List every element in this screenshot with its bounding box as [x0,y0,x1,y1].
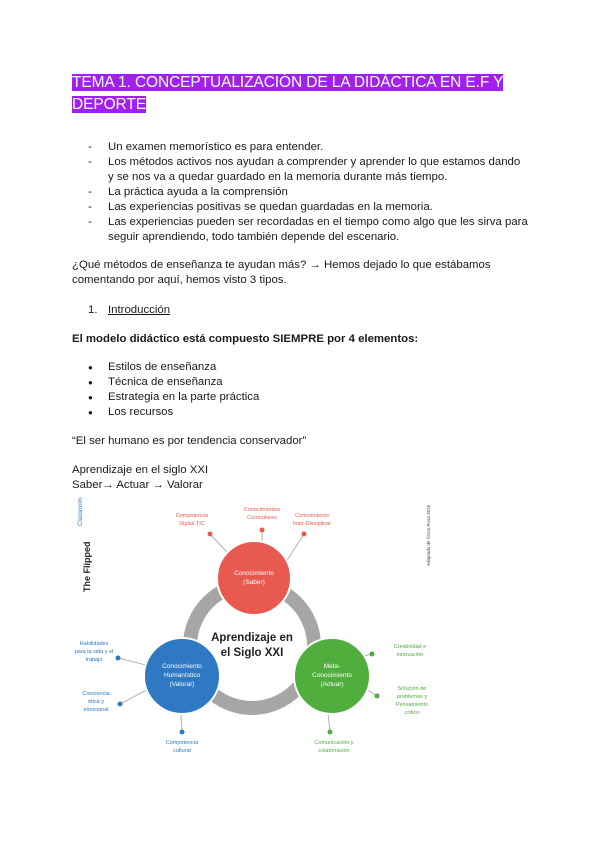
label-conc-1: Conciencia [82,691,110,697]
label-crea-2: innovación [396,652,424,658]
label-conc-2: ética y [88,699,104,705]
learning-diagram [72,496,452,766]
title-line-2: DEPORTE [72,96,146,113]
brand-sub-text: Classroom [78,497,84,526]
red-labels [176,507,331,527]
label-hab-2: para la vida y el [74,649,114,655]
label-comp-digital-1: Competencia [175,513,209,519]
brand-sub-logo [78,497,84,526]
list-item: ● Estilos de enseñanza [88,360,259,375]
node-saber-label-1: Conocimiento [234,570,274,577]
label-con-curr-2: Curriculares [247,515,277,521]
node-saber-label-2: (Saber) [243,579,265,586]
label-sol-4: crítico [404,710,420,716]
quote: “El ser humano es por tendencia conservador” [72,435,307,447]
node-valorar-label-1: Conocimiento [162,663,202,670]
question-paragraph: ¿Qué métodos de enseñanza te ayudan más? → Hemos dejado lo que estábamos comentando por aquí, hemos visto 3 tipos. [72,259,491,286]
node-saber [217,541,291,615]
learning-line-2: Saber→ Actuar → Valorar [72,479,203,491]
brand-logo [82,542,92,593]
label-hab-3: trabajo [85,657,103,663]
label-cult-2: cultural [173,748,191,754]
label-sol-1: Solución de [397,686,427,692]
label-comp-digital-2: Digital TIC [179,521,205,527]
label-hab-1: Habilidades [79,641,109,647]
list-item: - Un examen memorístico es para entender. [88,140,528,155]
credit-block [425,504,431,566]
title-line-1: TEMA 1. CONCEPTUALIZACIÓN DE LA DIDÁCTICA EN E.F Y [72,74,504,91]
section-heading: Introducción [108,304,171,316]
list-item: - La práctica ayuda a la comprensión [88,185,528,200]
diagram-svg [72,496,452,766]
list-item: - Las experiencias pueden ser recordadas en el tiempo como algo que les sirva para seguir aprendiendo, todo también depende del escenario. [88,215,528,245]
label-con-inter-2: Inter-Disciplinar [292,521,332,527]
label-com-2: colaboración [318,748,350,754]
document-title [72,72,512,116]
label-sol-3: Pensamiento [395,702,429,708]
node-valorar-label-3: (Valorar) [169,681,195,688]
node-actuar-label-3: (Actuar) [320,681,344,688]
label-conc-3: emocional [83,707,109,713]
list-item: - Las experiencias positivas se quedan guardadas en la memoria. [88,200,528,215]
center-title-2: el Siglo XXI [220,647,284,659]
label-crea-1: Creatividad e [393,644,427,650]
credit-text: Adaptado de ©Dos Rosa 2016 [426,504,431,566]
center-title-1: Aprendizaje en [211,632,293,644]
node-actuar-label-1: Meta- [323,663,341,670]
dash-list [88,140,528,245]
list-item: - Los métodos activos nos ayudan a comprender y aprender lo que estamos dando y se nos va a quedar guardado en la memoria durante más tiempo. [88,155,528,185]
label-con-curr-1: Conocimientos [243,507,281,513]
bullet-list [88,360,259,420]
brand-main-text: The Flipped [82,541,92,592]
learning-line-1: Aprendizaje en el siglo XXI [72,464,209,476]
node-actuar-label-2: Conocimiento [312,672,352,679]
label-cult-1: Competencia [165,740,199,746]
numbered-section [88,303,170,318]
label-sol-2: problemas y [397,694,427,700]
label-com-1: Comunicación y [314,740,354,746]
list-item: ● Los recursos [88,405,259,420]
node-valorar-label-2: Humanístico [163,672,201,679]
list-item: ● Técnica de enseñanza [88,375,259,390]
bold-statement: El modelo didáctico está compuesto SIEMPRE por 4 elementos: [72,333,419,345]
label-con-inter-1: Conocimiento [295,513,329,519]
list-item: ● Estrategia en la parte práctica [88,390,259,405]
section-number: 1. [88,304,98,316]
